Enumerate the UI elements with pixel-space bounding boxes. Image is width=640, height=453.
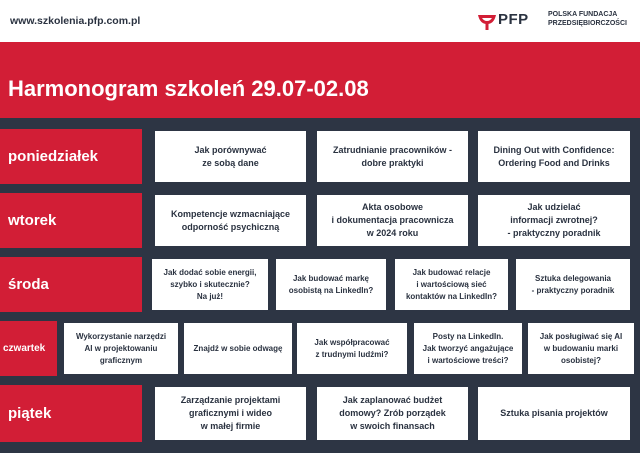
session-card[interactable]: Jak współpracować z trudnymi ludźmi? bbox=[297, 323, 407, 374]
session-card[interactable]: Jak udzielać informacji zwrotnej? - praktyczny poradnik bbox=[478, 195, 630, 246]
session-card[interactable]: Jak zaplanować budżet domowy? Zrób porządek w swoich finansach bbox=[317, 387, 468, 440]
logo-wordmark: PFP bbox=[498, 11, 529, 28]
logo-subtitle bbox=[548, 10, 627, 28]
hero-banner bbox=[0, 42, 640, 118]
day-label-tuesday: wtorek bbox=[0, 193, 142, 248]
logo-subtitle-line1: POLSKA FUNDACJA bbox=[548, 11, 618, 18]
pfp-logo-icon bbox=[476, 9, 498, 31]
session-card[interactable]: Jak dodać sobie energii, szybko i skutecznie? Na już! bbox=[152, 259, 268, 310]
session-card[interactable]: Posty na LinkedIn. Jak tworzyć angażujące i wartościowe treści? bbox=[414, 323, 522, 374]
session-card[interactable]: Zatrudnianie pracowników - dobre praktyki bbox=[317, 131, 468, 182]
session-card[interactable]: Akta osobowe i dokumentacja pracownicza w 2024 roku bbox=[317, 195, 468, 246]
session-card[interactable]: Kompetencje wzmacniające odporność psychiczną bbox=[155, 195, 306, 246]
day-label-wednesday: środa bbox=[0, 257, 142, 312]
session-card[interactable]: Sztuka pisania projektów bbox=[478, 387, 630, 440]
session-card[interactable]: Znajdź w sobie odwagę bbox=[184, 323, 292, 374]
session-card[interactable]: Jak budować relacje i wartościową sieć kontaktów na LinkedIn? bbox=[395, 259, 508, 310]
day-label-monday: poniedziałek bbox=[0, 129, 142, 184]
session-card[interactable]: Jak budować markę osobistą na LinkedIn? bbox=[276, 259, 386, 310]
session-card[interactable]: Sztuka delegowania - praktyczny poradnik bbox=[516, 259, 630, 310]
website-url[interactable]: www.szkolenia.pfp.com.pl bbox=[10, 15, 141, 27]
page-title: Harmonogram szkoleń 29.07-02.08 bbox=[8, 76, 369, 101]
session-card[interactable]: Dining Out with Confidence: Ordering Food and Drinks bbox=[478, 131, 630, 182]
session-card[interactable]: Wykorzystanie narzędzi AI w projektowaniu graficznym bbox=[64, 323, 178, 374]
day-label-thursday: czwartek bbox=[0, 321, 57, 376]
top-bar bbox=[0, 0, 640, 42]
day-label-friday: piątek bbox=[0, 385, 142, 442]
session-card[interactable]: Jak porównywać ze sobą dane bbox=[155, 131, 306, 182]
logo-subtitle-line2: PRZEDSIĘBIORCZOŚCI bbox=[548, 20, 627, 27]
session-card[interactable]: Jak posługiwać się AI w budowaniu marki osobistej? bbox=[528, 323, 634, 374]
pfp-logo bbox=[476, 8, 636, 36]
session-card[interactable]: Zarządzanie projektami graficznymi i wideo w małej firmie bbox=[155, 387, 306, 440]
